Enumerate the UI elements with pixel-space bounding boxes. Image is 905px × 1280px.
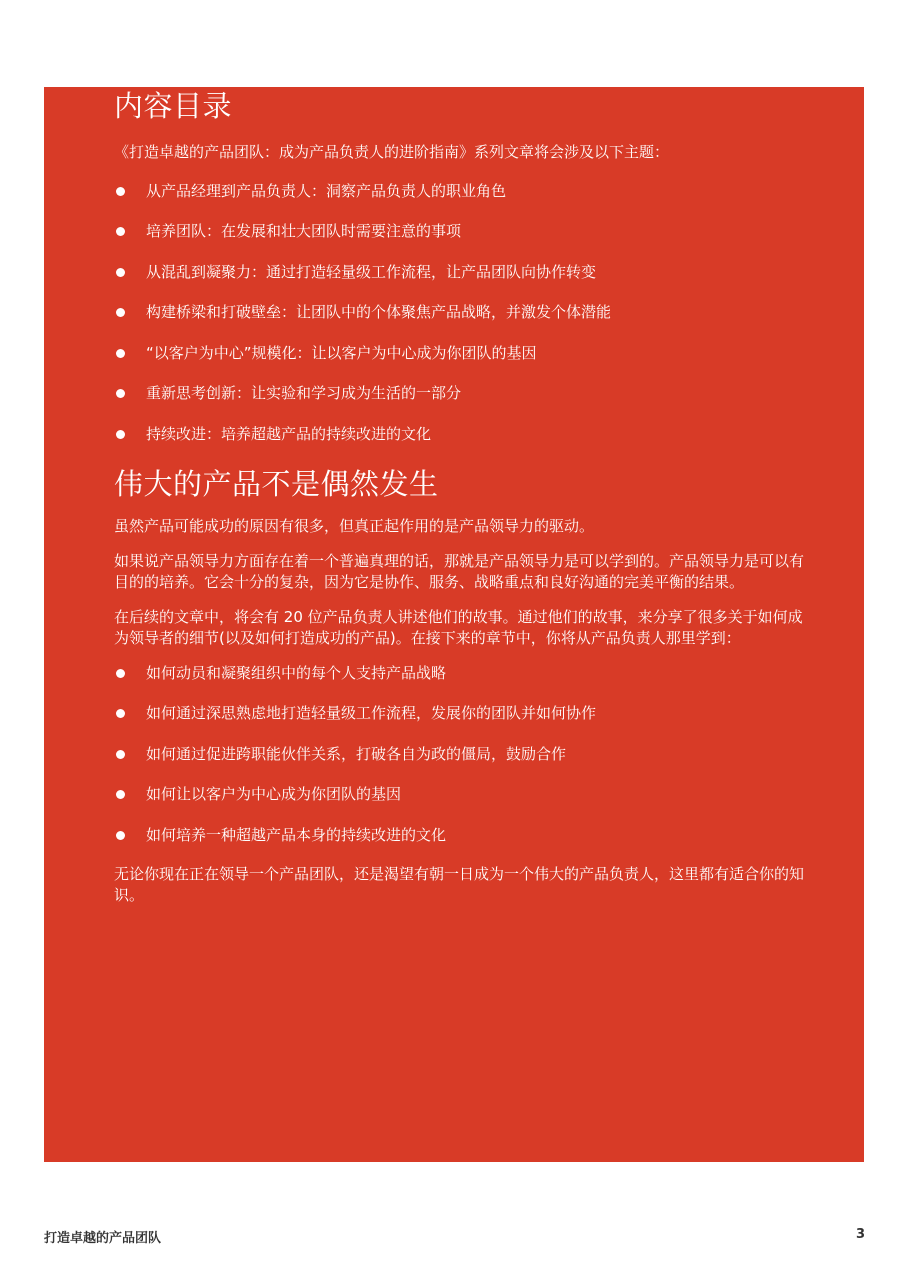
- learning-item-text: 如何动员和凝聚组织中的每个人支持产品战略: [146, 663, 447, 682]
- learning-item: [114, 744, 804, 765]
- learning-item: [114, 663, 804, 684]
- bullet-icon: [116, 308, 125, 317]
- bullet-icon: [116, 831, 125, 840]
- bullet-icon: [116, 268, 125, 277]
- section-paragraph-4: 无论你现在正在领导一个产品团队，还是渴望有朝一日成为一个伟大的产品负责人，这里都有适合你的知识。: [114, 864, 805, 904]
- learning-item-text: 如何通过促进跨职能伙伴关系，打破各自为政的僵局，鼓励合作: [146, 744, 567, 763]
- toc-item: [114, 221, 804, 242]
- bullet-icon: [116, 227, 125, 236]
- bullet-icon: [116, 750, 125, 759]
- toc-item-text: 从产品经理到产品负责人：洞察产品负责人的职业角色: [146, 181, 507, 200]
- learning-item-text: 如何通过深思熟虑地打造轻量级工作流程，发展你的团队并如何协作: [146, 704, 597, 723]
- toc-item-text: 从混乱到凝聚力：通过打造轻量级工作流程，让产品团队向协作转变: [146, 262, 597, 281]
- toc-item-text: 构建桥梁和打破壁垒：让团队中的个体聚焦产品战略，并激发个体潜能: [146, 303, 612, 322]
- learning-item-text: 如何让以客户为中心成为你团队的基因: [146, 785, 402, 804]
- content-panel: [44, 87, 864, 1162]
- learning-item-text: 如何培养一种超越产品本身的持续改进的文化: [146, 825, 447, 844]
- toc-item-text: 重新思考创新：让实验和学习成为生活的一部分: [146, 384, 462, 403]
- section-heading: 伟大的产品不是偶然发生: [114, 466, 439, 501]
- bullet-icon: [116, 669, 125, 678]
- bullet-icon: [116, 349, 125, 358]
- page-number: 3: [855, 1227, 865, 1242]
- bullet-icon: [116, 790, 125, 799]
- toc-heading: 内容目录: [114, 89, 233, 123]
- toc-item: [114, 181, 804, 202]
- section-paragraph-3: 在后续的文章中，将会有 20 位产品负责人讲述他们的故事。通过他们的故事，来分享了很多关于如何成为领导者的细节(以及如何打造成功的产品)。在接下来的章节中，你将从产品负责人那里学到：: [114, 607, 803, 647]
- toc-item: [114, 302, 804, 323]
- learning-item: [114, 825, 804, 846]
- toc-item-text: 持续改进：培养超越产品的持续改进的文化: [146, 424, 432, 443]
- toc-item: [114, 343, 804, 364]
- learning-list: [114, 663, 804, 846]
- learning-item: [114, 703, 804, 724]
- bullet-icon: [116, 389, 125, 398]
- bullet-icon: [116, 187, 125, 196]
- toc-item-text: “以客户为中心”规模化：让以客户为中心成为你团队的基因: [146, 343, 537, 362]
- section-paragraph-2: 如果说产品领导力方面存在着一个普遍真理的话，那就是产品领导力是可以学到的。产品领导力是可以有目的的培养。它会十分的复杂，因为它是协作、服务、战略重点和良好沟通的完美平衡的结果。: [114, 551, 805, 591]
- toc-item: [114, 424, 804, 445]
- toc-list: [114, 181, 804, 445]
- toc-item-text: 培养团队：在发展和壮大团队时需要注意的事项: [146, 222, 462, 241]
- learning-item: [114, 784, 804, 805]
- bullet-icon: [116, 709, 125, 718]
- bullet-icon: [116, 430, 125, 439]
- footer-document-title: 打造卓越的产品团队: [44, 1231, 162, 1246]
- section-paragraph-1: 虽然产品可能成功的原因有很多，但真正起作用的是产品领导力的驱动。: [114, 516, 595, 535]
- toc-item: [114, 383, 804, 404]
- toc-item: [114, 262, 804, 283]
- toc-intro: 《打造卓越的产品团队：成为产品负责人的进阶指南》系列文章将会涉及以下主题：: [114, 142, 670, 161]
